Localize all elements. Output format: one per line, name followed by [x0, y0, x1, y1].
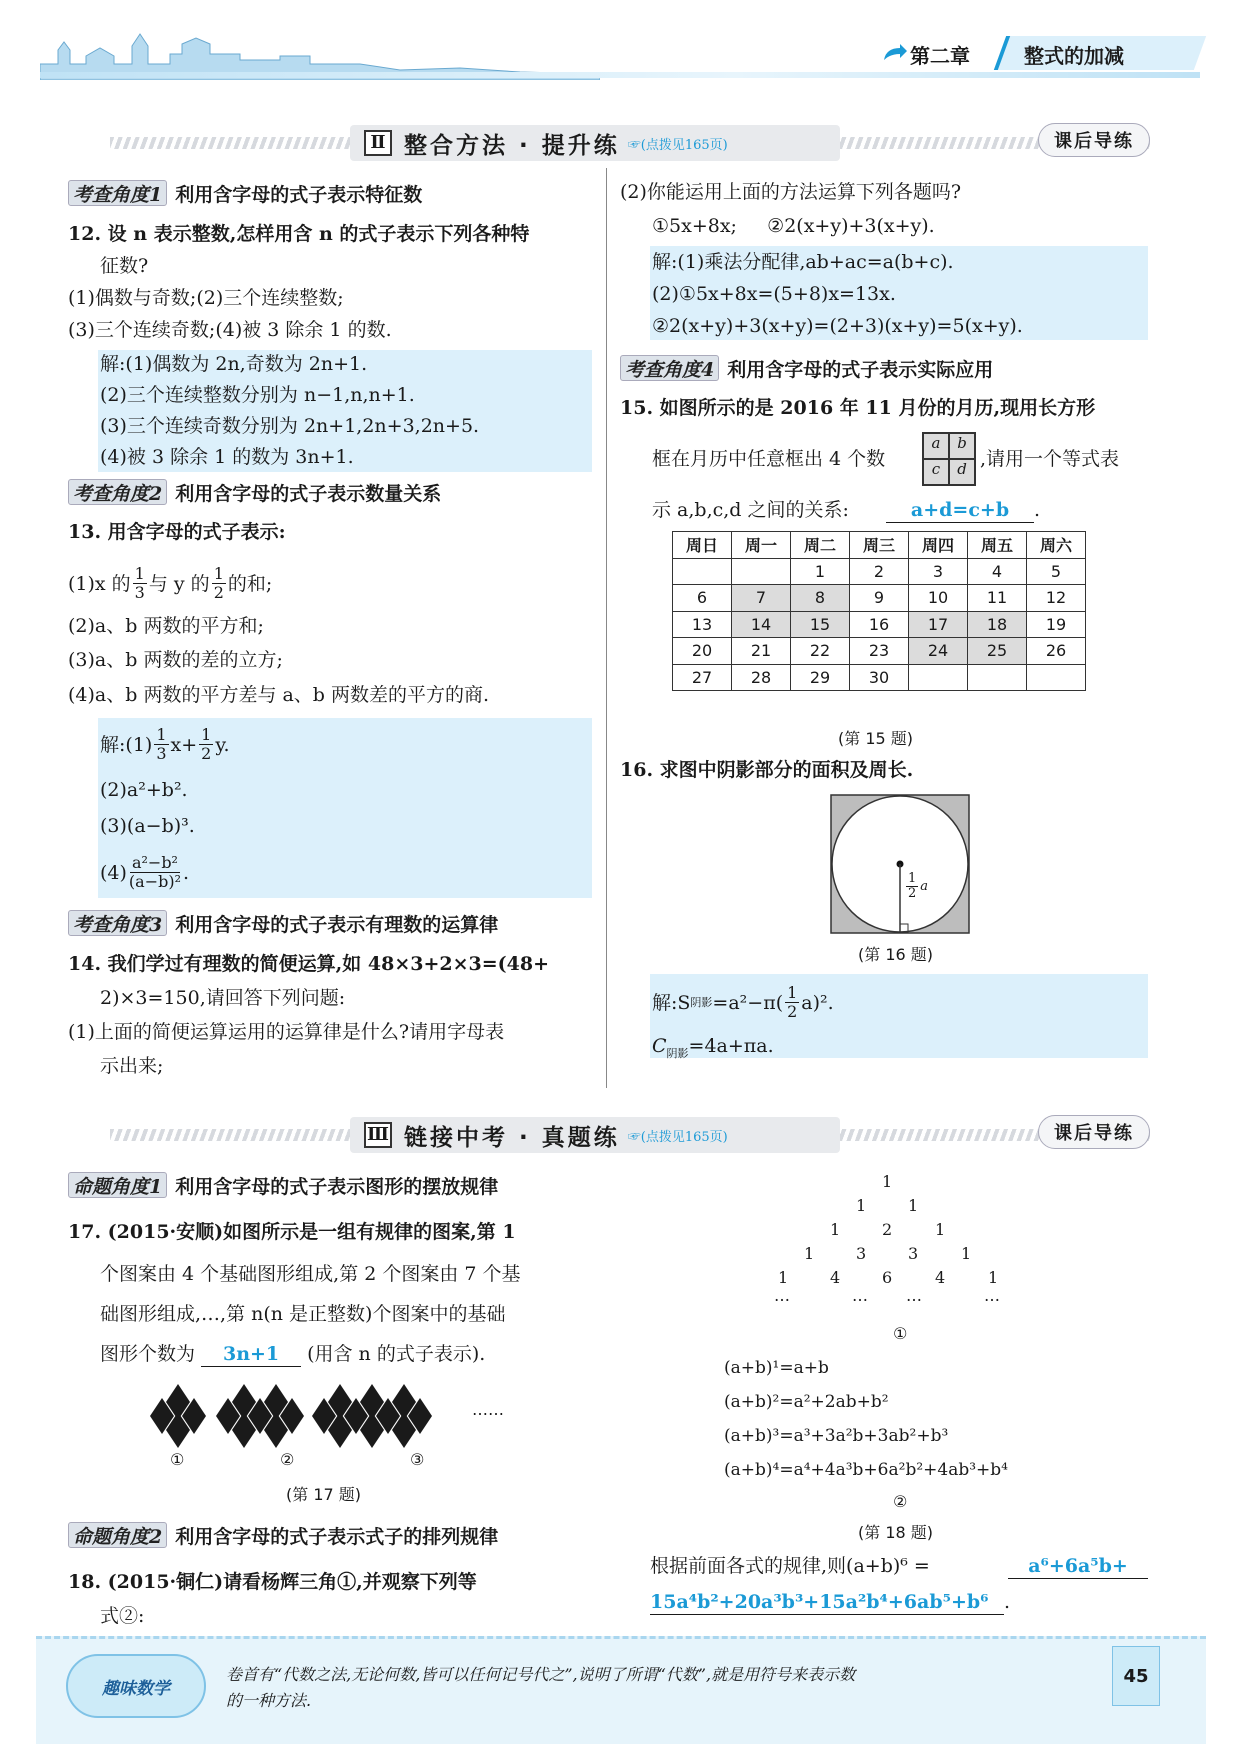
pattern-label-3: ③ — [410, 1450, 425, 1469]
question-16: 16. 求图中阴影部分的面积及周长. — [620, 759, 914, 781]
chapter-title: 整式的加减 — [1024, 44, 1124, 68]
caption-15: (第 15 题) — [838, 729, 914, 748]
arrow-icon — [880, 42, 908, 64]
answer-18-line1: a⁶+6a⁵b+ — [1008, 1554, 1148, 1579]
section-title: 整合方法 · 提升练 — [404, 132, 620, 159]
after-class-tag: 课后导练 — [1038, 123, 1150, 157]
caption-18: (第 18 题) — [858, 1523, 934, 1542]
section-banner-3 — [110, 1115, 1150, 1155]
circle-square-figure — [830, 794, 970, 934]
footer-quote-line1: 卷首有“代数之法,无论何数,皆可以任何记号代之”,说明了所谓“代数”,就是用符号来表示数 — [226, 1665, 856, 1684]
angle-tag-1: 考查角度1 利用含字母的式子表示特征数 — [68, 178, 422, 208]
chapter-label: 第二章 — [910, 44, 970, 68]
pattern-figures — [148, 1380, 488, 1454]
fun-math-logo: 趣味数学 — [102, 1678, 170, 1699]
pattern-label-1: ① — [170, 1450, 185, 1469]
angle-tag-3: 考查角度3 利用含字母的式子表示有理数的运算律 — [68, 908, 498, 938]
pattern-label-2: ② — [280, 1450, 295, 1469]
roman-numeral: Ⅱ — [364, 130, 392, 156]
radius-label: $\frac{1}{2}$ a — [908, 871, 929, 901]
calendar-table: 周日 周一 周二 周三 周四 周五 周六 1 2 3 4 5 6 7 8 9 10 11 12 13 14 15 16 17 18 19 20 21 22 23 24 25 26 27 28 29 30 — [672, 531, 1086, 691]
pattern-dots: …… — [472, 1400, 504, 1419]
caption-17: (第 17 题) — [286, 1485, 362, 1504]
abcd-grid: a b c d — [922, 432, 976, 486]
proposition-tag-2: 命题角度2 利用含字母的式子表示式子的排列规律 — [68, 1520, 498, 1550]
angle-tag-4: 考查角度4 利用含字母的式子表示实际应用 — [620, 353, 993, 383]
castle-skyline-icon — [40, 20, 600, 80]
hint-note: ☞(点拨见165页) — [627, 1129, 728, 1145]
answer-17: 3n+1 — [201, 1342, 301, 1367]
figure-label-1: ① — [893, 1324, 908, 1343]
hint-note: ☞(点拨见165页) — [627, 137, 728, 153]
proposition-tag-1: 命题角度1 利用含字母的式子表示图形的摆放规律 — [68, 1170, 498, 1200]
roman-numeral: Ⅲ — [364, 1122, 392, 1148]
answer-18-line2: 15a⁴b²+20a³b³+15a²b⁴+6ab⁵+b⁶ — [650, 1590, 1004, 1615]
answer-15: a+d=c+b — [886, 498, 1034, 523]
page-number: 45 — [1123, 1665, 1149, 1687]
angle-tag-2: 考查角度2 利用含字母的式子表示数量关系 — [68, 477, 441, 507]
footer-quote-line2: 的一种方法. — [226, 1691, 312, 1710]
section-banner-2 — [110, 123, 1150, 163]
figure-label-2: ② — [893, 1492, 908, 1511]
section-title: 链接中考 · 真题练 — [404, 1124, 620, 1151]
footer — [0, 1632, 1240, 1754]
header — [0, 0, 1240, 90]
caption-16: (第 16 题) — [858, 945, 934, 964]
after-class-tag: 课后导练 — [1038, 1115, 1150, 1149]
